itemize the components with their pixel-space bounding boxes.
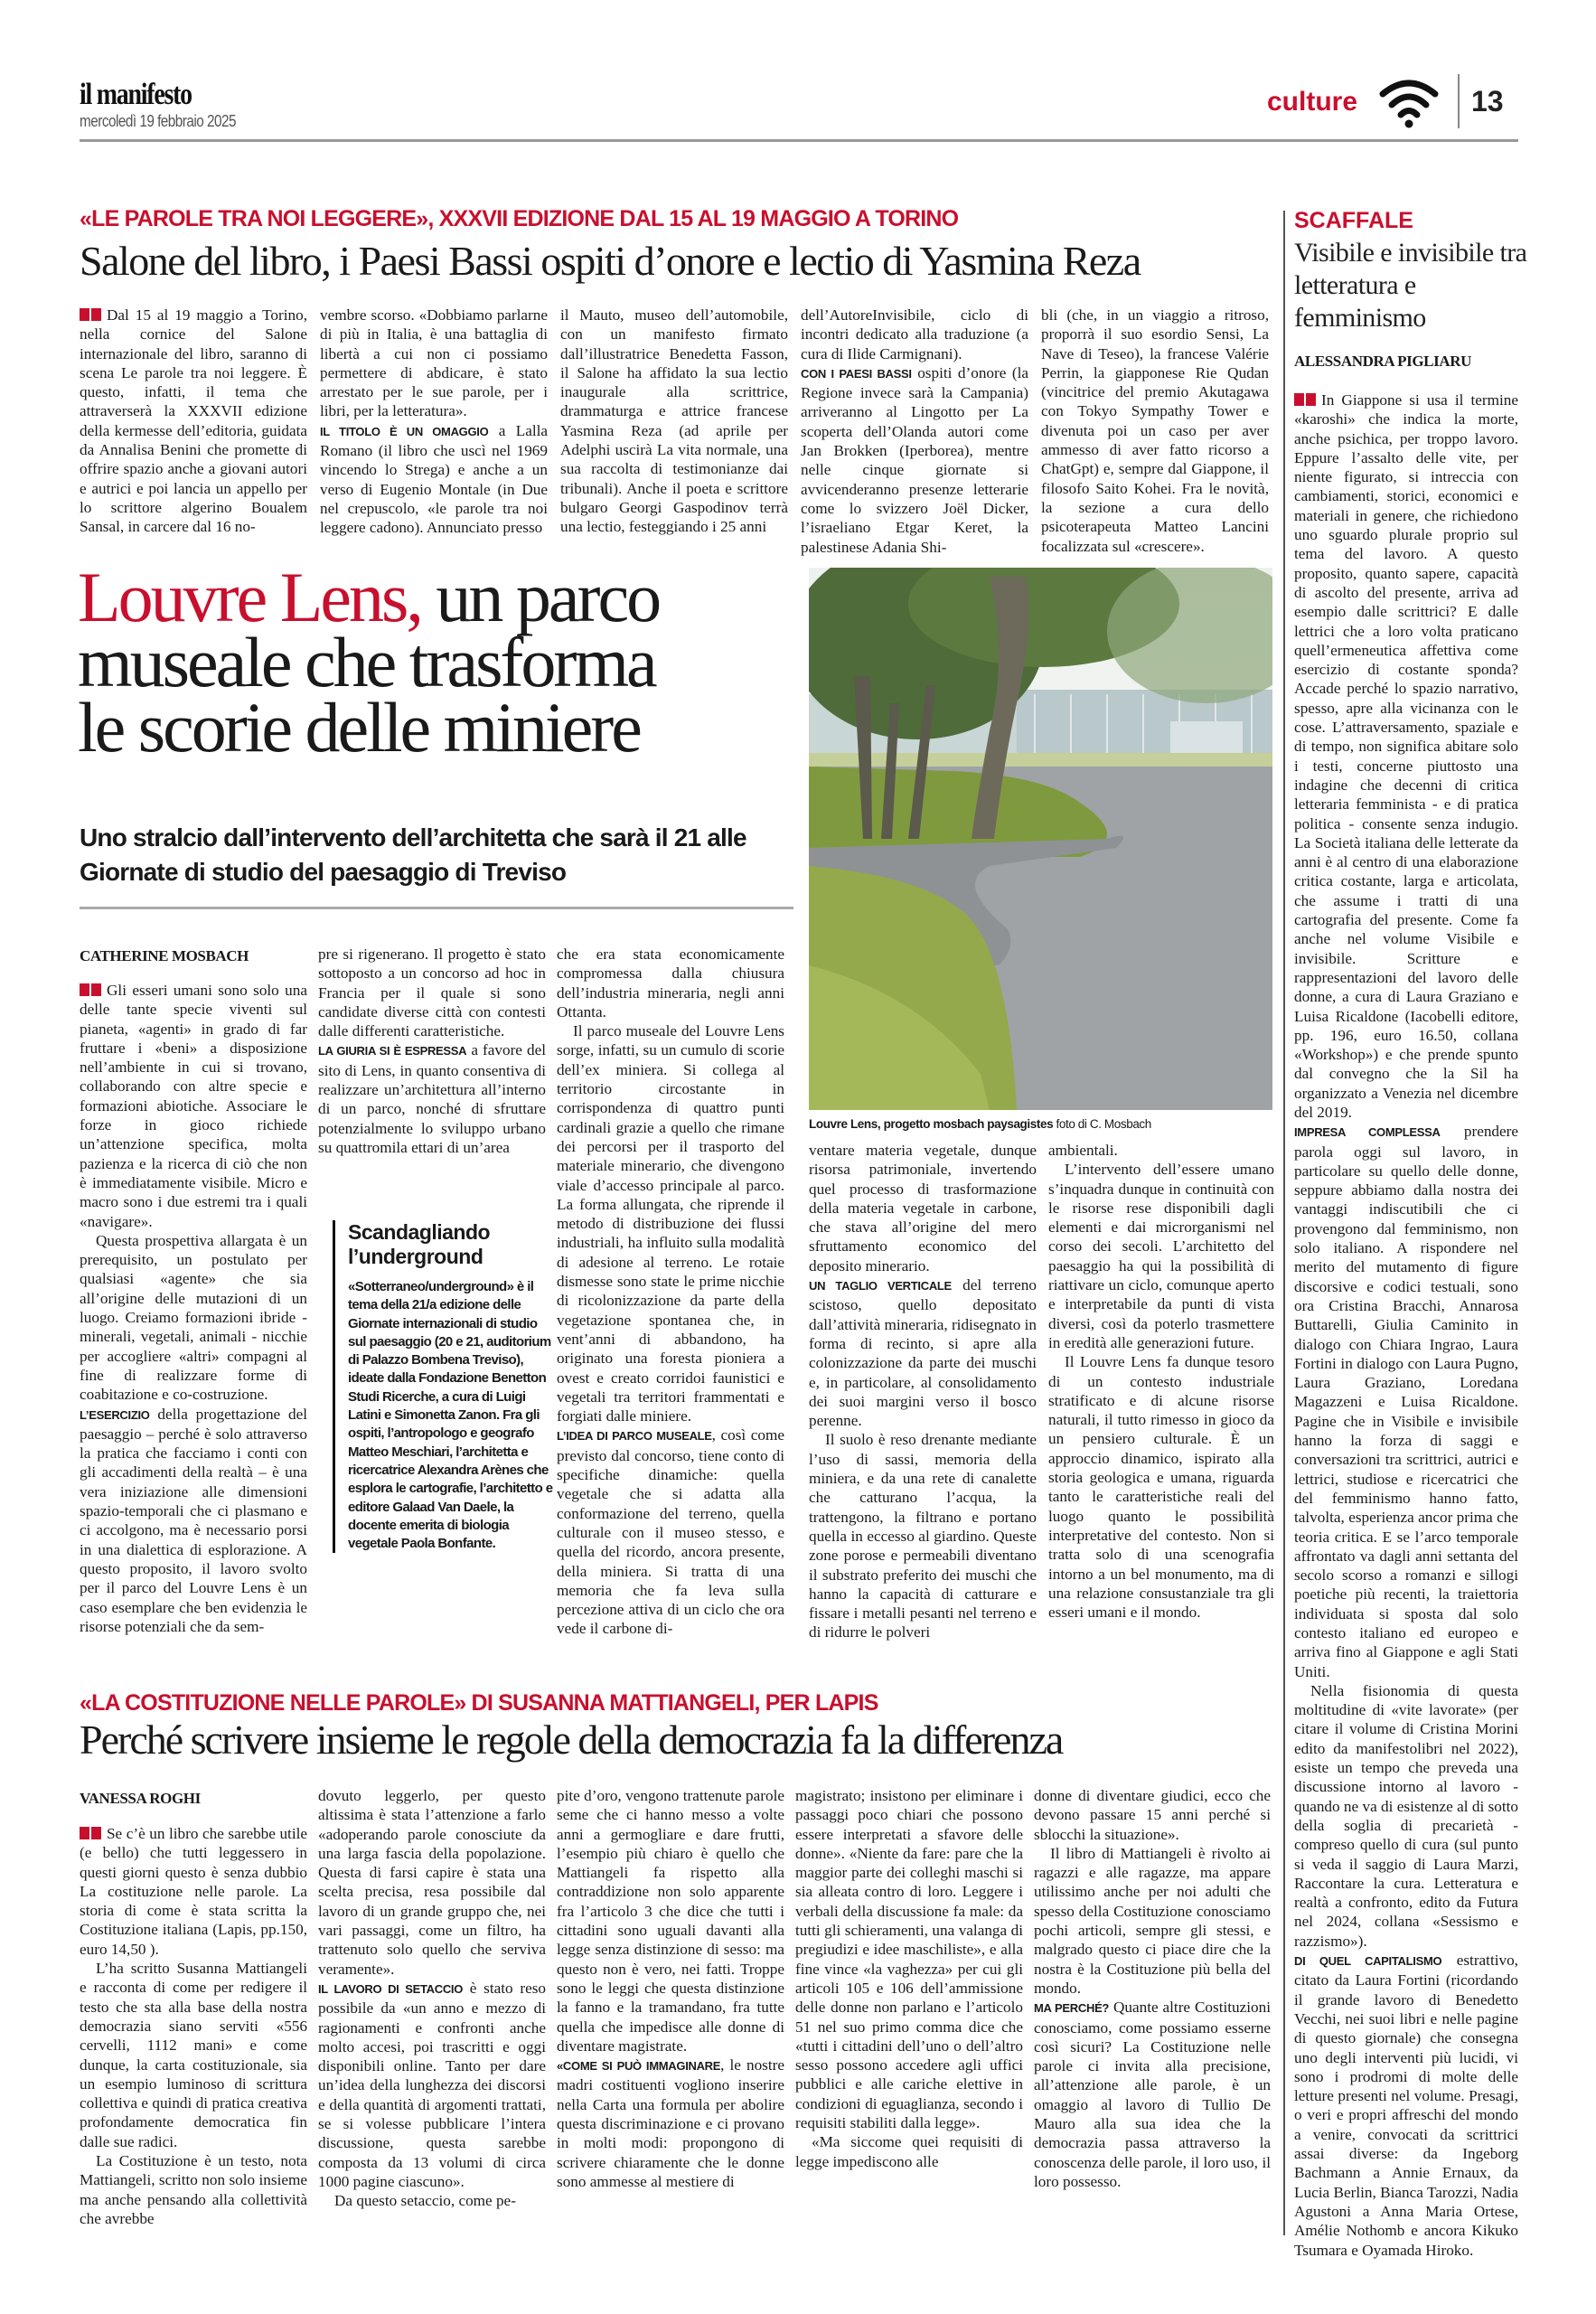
louvre-col-2: pre si rigenerano. Il progetto è stato sottoposto a un concorso ad hoc in Francia per il quale si sono candidate diverse città con contesti dalle differenti caratteristiche. LA GIURIA SI È ESPRESSA a favore del sito di Lens, in quanto consentiva di realizzare un’architettura all’interno di un parco, nonché di sfruttare potenzialmente lo sviluppo urbano su quattromila ettari di un’area [318, 945, 546, 1156]
newspaper-logo: il manifesto [80, 78, 192, 111]
costituzione-byline: VANESSA ROGHI [80, 1790, 201, 1807]
paragraph-marker-icon [1294, 393, 1304, 406]
salone-kicker: «LE PAROLE TRA NOI LEGGERE», XXXVII EDIZIONE DAL 15 AL 19 MAGGIO A TORINO [80, 206, 959, 231]
costituzione-col-5: donne di diventare giudici, ecco che devono passare 15 anni perché si sblocchi la situazione». Il libro di Mattiangeli è rivolto ai ragazzi e alle ragazze, ma appare utilissimo anche per noi adulti che spesso della Costituzione conosciamo pochi articoli, sempre gli stessi, e malgrado questo ci piace dire che la nostra è la Costituzione più bella del mondo. MA PERCHÉ? Quante altre Costituzioni conosciamo, come possiamo esserne così sicuri? La Costituzione nelle parole ci invita alla precisione, all’attenzione alle parole, è un omaggio al lavoro di Tullio De Mauro alla sua idea che la democrazia passa attraverso la conoscenza delle parole, il loro uso, il loro possesso. [1034, 1787, 1271, 2190]
park-photo-illustration [809, 568, 1272, 1110]
salone-col-3: il Mauto, museo dell’automobile, con un manifesto firmato dall’illustratrice Benedetta Fasson, il Salone ha affidato la sua lectio inaugurale alla scrittrice, drammaturga e attrice francese Yasmina Reza (ad aprile per Adelphi uscirà La vita normale, una sua raccolta di testimonianze dai tribunali). Anche il poeta e scrittore bulgaro Georgi Gaspodinov terrà una lectio, festeggiando i 25 anni [560, 306, 788, 536]
paragraph-lead-in: IL LAVORO DI SETACCIO [318, 1981, 464, 1996]
paragraph-lead-in: CON I PAESI BASSI [801, 366, 912, 381]
underground-sidebox [333, 1220, 554, 1553]
header-rule [80, 139, 1518, 142]
costituzione-col-2: dovuto leggerlo, per questo altissima è stata l’attenzione a farlo «adoperando parole conosciute da una larga fascia della popolazione. Questa di farsi capire è stata una scelta precisa, resa possibile dal lavoro di un grande gruppo che, nei vari passaggi, come un filtro, ha trattenuto solo quello che serviva veramente». IL LAVORO DI SETACCIO è stato reso possibile da «un anno e mezzo di ragionamenti e confronti anche molto accesi, poi trascritti e oggi disponibili online. Tanto per dare un’idea della lunghezza dei discorsi e della quantità di argomenti trattati, se si volesse pubblicare l’intera discussione, questa sarebbe composta da 13 volumi di circa 1000 pagine ciascuno». Da questo setaccio, come pe- [318, 1787, 546, 2210]
header-divider [1458, 74, 1460, 128]
salone-body [80, 306, 1272, 557]
sidebox-body: «Sotterraneo/underground» è il tema della 21/a edizione delle Giornate internazionali di studio sul paesaggio (20 e 21, auditorium di Palazzo Bombena Treviso), ideate dalla Fondazione Benetton Studi Ricerche, a cura di Luigi Latini e Simonetta Zanon. Fra gli ospiti, l’antropologo e geografo Matteo Meschiari, l’architetta e ricercatrice Alexandra Arènes che esplora le cartografie, l’architetto e editore Galaad Van Daele, la docente emerita di biologia vegetale Paola Bonfante. [348, 1279, 553, 1552]
paragraph-marker-icon [91, 983, 101, 996]
scaffale-body: In Giappone si usa il termine «karoshi» che indica la morte, anche psichica, per troppo lavoro. Eppure l’assalto delle vite, per niente figurato, si intreccia con cambiamenti, storici, economici e materiali in genere, che richiedono uno sguardo plurale proprio sul tema del lavoro. A questo proposito, quanto sapere, capacità di ascolto del presente, arriva ad esempio dalle scrittrici? E dalle lettrici che a loro volta praticano quell’ermeneutica affettiva come esercizio di costante sponda? Accade perché lo spazio narrativo, spesso, apre alla vicinanza con le cose. L’attraversamento, spaziale e di tempo, non significa abitare solo i testi, concerne piuttosto una indagine che decenni di critica letteraria femminista - e di pratica politica - consente senza indugio. La Società italiana delle letterate da anni è al centro di una elaborazione critica costante, larga e articolata, che assume i tratti di una cartografia del presente. Come fa anche nel volume Visibile e invisibile. Scritture e rappresentazioni del lavoro delle donne, a cura di Laura Graziano e Luisa Ricaldone (Iacobelli editore, pp. 196, euro 16.50, collana «Workshop») e che prende spunto dal convegno che la Sil ha organizzato a Venezia nel dicembre del 2019. IMPRESA COMPLESSA prendere parola oggi sul lavoro, in particolare su quello delle donne, seppure abbiamo dalla nostra dei vantaggi indiscutibili che ci provengono dal femminismo, non solo italiano. A rispondere nel merito del mutamento di figure discorsive e codici testuali, sono ora Cristina Bracchi, Annarosa Buttarelli, Giulia Caminito in dialogo con Chiara Ingrao, Laura Fortini in dialogo con Laura Pugno, Laura Graziano, Loredana Magazzeni e Luisa Ricaldone. Pagine che in Visibile e invisibile hanno la forza di saggi e conversazioni tra scrittrici, autrici e lettrici, studiose e ricercatrici che del femminismo hanno fatto, talvolta, esperienza ancor prima che teoria critica. E se l’arco temporale affrontato va dagli anni settanta del secolo scorso a romanzi e sillogi poetiche più recenti, la traiettoria individuata si sposta dal solo contesto italiano ed europeo e arriva fino al Giappone e agli Stati Uniti. Nella fisionomia di questa moltitudine di «vite lavorate» (per citare il volume di Cristina Morini edito da manifestolibri nel 2022), esiste un tempo che preveda una discussione intorno al lavoro - quando ne va di esistenze al di sotto della soglia di precarietà - compreso quello di cura (sul punto si veda il saggio di Laura Marzi, Raccontare la cura. Letteratura e realtà a confronto, edito da Futura nel 2024, collana «Sessismo e razzismo»). DI QUEL CAPITALISMO estrattivo, citato da Laura Fortini (ricordando il grande lavoro di Benedetto Vecchi, nei suoi libri e nelle pagine di questo giornale) che consegna uno degli interventi più lucidi, vi sono i prodromi di molte delle letture presenti nel volume. Presagi, o veri e propri affreschi del mondo a venire, convocati da scrittrici assai diverse: da Ingeborg Bachmann a Annie Ernaux, da Lucia Berlin, Bianca Tarozzi, Nadia Agustoni a Anna Maria Ortese, Amélie Nothomb e ancora Kikuko Tsumara e Oyamada Hiroko. [1294, 391, 1518, 2259]
paragraph-marker-icon [80, 1827, 89, 1839]
page-number: 13 [1471, 85, 1504, 118]
photo-caption: Louvre Lens, progetto mosbach paysagistes foto di C. Mosbach [809, 1117, 1151, 1131]
scaffale-byline: ALESSANDRA PIGLIARU [1294, 353, 1471, 370]
costituzione-col-4: magistrato; insistono per eliminare i passaggi poco chiari che possono essere interpretati a sfavore delle donne». «Niente da fare: pare che la maggior parte dei colleghi maschi si sia alleata contro di loro. Leggere i verbali della discussione fa male: da tutti gli schieramenti, una valanga di pregiudizi e idee maschiliste», e alla fine vince «la vaghezza» per cui gli articoli 105 e 106 dell’ammissione delle donne non parlano e l’articolo 51 nel suo primo comma dice che «tutti i cittadini dell’uno o dell’altro sesso possono accedere agli uffici pubblici e alle cariche elettive in condizioni di eguaglianza, secondo i requisiti stabiliti dalla legge». «Ma siccome quei requisiti di legge impediscono alle [795, 1787, 1023, 2170]
louvre-col-5: ambientali. L’intervento dell’essere umano s’inquadra dunque in continuità con le risorse rese disponibili dagli elementi e dai microrganismi nel corso dei secoli. L’architetto del paesaggio ha qui la possibilità di riattivare un ciclo, comunque aperto e interpretabile da punti di vista diversi, così da poterlo trasmettere in eredità alle generazioni future. Il Louvre Lens fa dunque tesoro di un contesto industriale stratificato e di alcune risorse naturali, il tutto rimesso in gioco da un pensiero culturale. È un approccio dinamico, ispirato alla storia geologica e umana, riguarda tanto le caratteristiche reali del luogo quanto le possibilità interpretative del contesto. Non si tratta solo di una scenografia intorno a un bel monumento, ma di una relazione consustanziale tra gli esseri umani e il mondo. [1048, 1142, 1274, 1622]
paragraph-lead-in: DI QUEL CAPITALISMO [1294, 1954, 1442, 1969]
louvre-headline-accent: Louvre Lens, [78, 558, 421, 636]
salone-col-2: vembre scorso. «Dobbiamo parlarne di più in Italia, è una battaglia di libertà a cui non ci possiamo permettere di abdicare, è stato arrestato per le sue parole, per i libri, per la letteratura». IL TITOLO È UN OMAGGIO a Lalla Romano (il libro che uscì nel 1969 vincendo lo Strega) e anche a un verso di Eugenio Montale (in Due nel crepuscolo, «le parole tra noi leggere cadono). Annunciato presso [320, 306, 549, 537]
paragraph-lead-in: MA PERCHÉ? [1034, 2001, 1110, 2016]
costituzione-kicker: «LA COSTITUZIONE NELLE PAROLE» DI SUSANNA MATTIANGELI, PER LAPIS [80, 1690, 878, 1716]
salone-col-4: dell’AutoreInvisibile, ciclo di incontri dedicato alla traduzione (a cura di Ilide Carmignani). CON I PAESI BASSI ospiti d’onore (la Regione invece sarà la Campania) arriveranno al Lingotto per La scoperta dell’Olanda autori come Jan Brokken (Iperborea), mentre nelle cinque giornate si avvicenderanno presenze letterarie come lo svizzero Joël Dicker, l’israeliano Etgar Keret, la palestinese Adania Shi- [801, 306, 1028, 556]
sidebox-title: Scandagliando l’underground [348, 1220, 491, 1268]
louvre-col-3: che era stata economicamente compromessa dalla chiusura dell’industria mineraria, negli anni Ottanta. Il parco museale del Louvre Lens sorge, infatti, su un cumulo di scorie dell’ex miniera. Si collega al territorio circostante in corrispondenza di quattro punti cardinali grazie a quello che rimane dei percorsi per il trasporto del materiale minerario, che divengono viale d’accesso principale al parco. La forma allungata, che riprende il metodo di distribuzione dei flussi industriali, ha influito sulla modalità di adesione al terreno. Le rotaie dismesse sono state le prime nicchie di ricolonizzazione da parte della vegetazione spontanea che, in vent’anni di abbandono, ha originato una foresta pioniera a ovest e creato corridoi faunistici e vegetali tra territori frammentati e forgiati dalle miniere. L’IDEA DI PARCO MUSEALE, così come previsto dal concorso, tiene conto di specifiche dinamiche: quella vegetale che si adatta alla conformazione del terreno, quella culturale con il museo stesso, e quella del ricordo, ancora presente, della miniera. Si tratta di una memoria che fa leva sulla percezione attiva di un ciclo che ora vede il carbone di- [557, 945, 784, 1638]
paragraph-marker-icon [80, 983, 89, 996]
issue-date: mercoledì 19 febbraio 2025 [80, 112, 237, 130]
costituzione-col-3: pite d’oro, vengono trattenute parole seme che ci hanno messo a volte anni a germogliare e dare frutti, l’esempio più chiaro è quello che Mattiangeli fa rispetto alla contraddizione non solo apparente fra l’articolo 3 che dice che tutti i cittadini sono uguali davanti alla legge senza distinzione di sesso: ma questo non è vero, nei fatti. Troppe sono le leggi che questa distinzione la fanno e la tramandano, fra tutte quella che impedisce alle donne di diventare magistrate. «COME SI PUÒ IMMAGINARE, le nostre madri costituenti vogliono inserire nella Carta una formula per abolire questa discriminazione e ci provano in molti modi: propongono di scrivere chiaramente che le donne sono ammesse al mestiere di [557, 1787, 784, 2190]
salone-col-5: bli (che, in un viaggio a ritroso, proporrà il suo esordio Sensi, La Nave di Teseo), la francese Valérie Perrin, la giapponese Rie Qudan (vincitrice del premio Akutagawa con Tokyo Sympathy Tower e divenuta poi un caso per aver ammesso di aver fatto ricorso a ChatGpt) e, sempre dal Giappone, il filosofo Saito Kohei. Fra le novità, la sezione a cura dello psicoterapeuta Matteo Lancini focalizzata sul «crescere». [1041, 306, 1269, 555]
paragraph-lead-in: IL TITOLO È UN OMAGGIO [320, 424, 489, 438]
scaffale-title: Visibile e invisibile tra letteratura e femminismo [1294, 238, 1527, 333]
paragraph-lead-in: «COME SI PUÒ IMMAGINARE [557, 2059, 721, 2074]
louvre-lens-photo [809, 568, 1272, 1110]
paragraph-marker-icon [80, 308, 89, 321]
wifi-icon [1379, 76, 1439, 128]
sidebar-divider [1283, 211, 1285, 2235]
paragraph-lead-in: IMPRESA COMPLESSA [1294, 1125, 1441, 1140]
louvre-rule [80, 907, 793, 909]
salone-col-1: Dal 15 al 19 maggio a Torino, nella cornice del Salone internazionale del libro, saranno di scena Le parole tra noi leggere. È questo, infatti, il tema che attraverserà la XXXVII edizione della kermesse dell’editoria, guidata da Annalisa Benini che promette di offrire spazio anche a giovani autori e autrici e poi lancia un appello per lo scrittore algerino Boualem Sansal, in carcere dal 16 no- [80, 306, 307, 536]
salone-headline: Salone del libro, i Paesi Bassi ospiti d’onore e lectio di Yasmina Reza [80, 238, 1141, 284]
louvre-col-1: Gli esseri umani sono solo una delle tante specie viventi sul pianeta, «agenti» in grado di far fruttare i «beni» a disposizione nell’ambiente in cui si trovano, collaborando con altre specie e formazioni abiotiche. Associare le forze in gioco richiede un’attenzione specifica, molta pazienza e la ricerca di ciò che non è immediatamente visibile. Micro e macro sono i due estremi tra i quali «navigare». Questa prospettiva allargata è un prerequisito, un postulato per qualsiasi «agente» che sia all’origine delle mutazioni di un luogo. Creiamo formazioni ibride - minerali, vegetali, animali - nicchie per accogliere «altri» compagni al fine di realizzare forme di coabitazione e co-costruzione. L’ESERCIZIO della progettazione del paesaggio – perché è solo attraverso la pratica che facciamo i conti con gli accadimenti della realtà – è una vera iniziazione alle dimensioni spazio-temporali che ci plasmano e ci accolgono, ma è necessario porsi in una dialettica di esplorazione. A questo proposito, il lavoro svolto per il parco del Louvre Lens è un caso esemplare che ben evidenzia le risorse potenziali che da sem- [80, 982, 307, 1635]
louvre-headline: Louvre Lens, un parco museale che trasforma le scorie delle miniere [78, 558, 660, 767]
paragraph-marker-icon [1306, 393, 1316, 406]
paragraph-lead-in: L’ESERCIZIO [80, 1407, 150, 1422]
louvre-byline: CATHERINE MOSBACH [80, 947, 249, 964]
costituzione-headline: Perché scrivere insieme le regole della democrazia fa la differenza [80, 1717, 1063, 1763]
paragraph-marker-icon [91, 1827, 101, 1839]
costituzione-col-1: Se c’è un libro che sarebbe utile (e bello) che tutti leggessero in questi giorni questo è senza dubbio La costituzione nelle parole. La storia di come è stata scritta la Costituzione italiana (Lapis, pp.150, euro 14,50 ). L’ha scritto Susanna Mattiangeli e racconta di come per redigere il testo che sta alla base della nostra democrazia siano serviti «556 cervelli, 1112 mani» e come dunque, la carta costituzionale, sia un esempio luminoso di scrittura collettiva e quindi di pratica creativa profondamente democratica fin dalle sue radici. La Costituzione è un testo, nota Mattiangeli, scritto non solo insieme ma anche pensando alla collettività che avrebbe [80, 1825, 307, 2227]
louvre-col-4: ventare materia vegetale, dunque risorsa patrimoniale, invertendo quel processo di trasformazione della materia vegetale in carbone, che stava all’origine del mero sfruttamento economico del deposito minerario. UN TAGLIO VERTICALE del terreno scistoso, quello depositato dall’attività mineraria, ridisegnato in forma di recinto, si apre alla colonizzazione da parte dei muschi e, in particolare, al consolidamento dei suoi margini verso il bosco perenne. Il suolo è reso drenante mediante l’uso di sassi, memoria della miniera, e da una rete di canalette che catturano l’acqua, la trattengono, la filtrano e portano quella in eccesso al giardino. Queste zone porose e permeabili diventano il substrato preferito dei muschi che hanno la capacità di catturare e fissare i metalli pesanti nel terreno e di ridurre le polveri [809, 1142, 1037, 1641]
paragraph-lead-in: L’IDEA DI PARCO MUSEALE [557, 1429, 712, 1444]
paragraph-lead-in: LA GIURIA SI È ESPRESSA [318, 1044, 467, 1058]
paragraph-marker-icon [91, 308, 101, 321]
louvre-subtitle: Uno stralcio dall’intervento dell’architetta che sarà il 21 alle Giornate di studio del paesaggio di Treviso [80, 823, 746, 886]
scaffale-label: SCAFFALE [1294, 208, 1413, 233]
paragraph-lead-in: UN TAGLIO VERTICALE [809, 1279, 952, 1293]
section-label: culture [1267, 87, 1358, 117]
